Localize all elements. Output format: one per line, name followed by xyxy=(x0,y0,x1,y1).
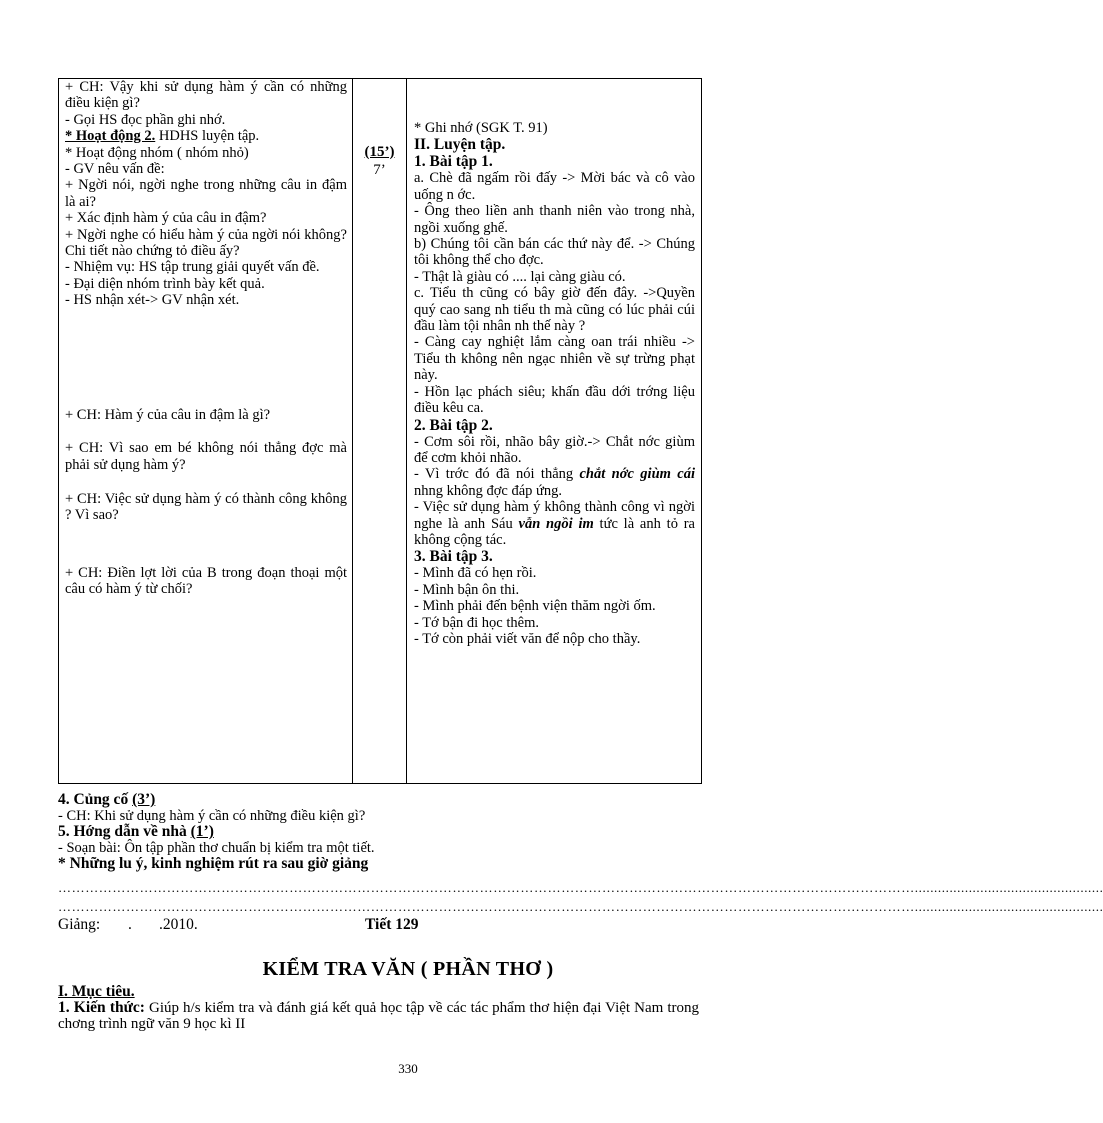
exercise-3-line: - Tớ còn phải viết văn để nộp cho thầy. xyxy=(414,630,641,647)
exercise-3-title: 3. Bài tập 3. xyxy=(414,548,493,566)
activity-2-text: HDHS luyện tập. xyxy=(155,128,260,145)
group-line: + Ngời nói, ngời nghe trong những câu in đậm là ai? xyxy=(65,177,347,210)
exercise-2-text: nhng không đợc đáp ứng. xyxy=(414,482,563,499)
question-success: + CH: Việc sử dụng hàm ý có thành công không ? Vì sao? xyxy=(65,490,347,524)
memory-note: * Ghi nhớ (SGK T. 91) xyxy=(414,120,548,136)
page-number: 330 xyxy=(398,1061,418,1076)
teaching-notes-heading: * Những lu ý, kinh nghiệm rút ra sau giờ giảng xyxy=(58,855,369,872)
exercise-1-line: - Thật là giàu có .... lại càng giàu có. xyxy=(414,268,626,285)
exercise-3-line: - Tớ bận đi học thêm. xyxy=(414,614,539,631)
group-line: * Hoạt động nhóm ( nhóm nhỏ) xyxy=(65,144,249,161)
emphasis-text: chắt nớc giùm cái xyxy=(579,466,695,483)
dotted-line: ………………………………………………………………………………………………………………………………………………………………………................................................. xyxy=(58,880,1103,895)
exercise-3-line: - Mình bận ôn thi. xyxy=(414,581,520,598)
exercise-1-line: - Hồn lạc phách siêu; khấn đầu dới trớng liệu điều kêu ca. xyxy=(414,383,695,417)
group-line: + Xác định hàm ý của câu in đậm? xyxy=(65,210,267,227)
group-line: - GV nêu vấn đề: xyxy=(65,161,165,178)
consolidation-text: - CH: Khi sử dụng hàm ý cần có những điều kiện gì? xyxy=(58,808,366,824)
question-conditions: + CH: Vậy khi sử dụng hàm ý cần có những điều kiện gì? xyxy=(65,79,347,112)
exercise-3-line: - Mình phải đến bệnh viện thăm ngời ốm. xyxy=(414,598,656,615)
exercise-2-line xyxy=(414,466,695,499)
knowledge-label: 1. Kiến thức: xyxy=(58,999,145,1016)
consolidation-section xyxy=(58,792,699,872)
activity-2-label: * Hoạt động 2. xyxy=(65,128,156,145)
exercise-2-text: - Việc sử dụng hàm ý không thành công vì ngời nghe là anh Sáu xyxy=(414,499,695,532)
exercise-2-line xyxy=(414,499,695,548)
time-total: (15’) xyxy=(364,144,395,160)
exercise-2-text: - Vì trớc đó đã nói thẳng xyxy=(414,466,580,483)
teacher-activity-column xyxy=(59,79,353,784)
dotted-line: ………………………………………………………………………………………………………………………………………………………………………................................................. xyxy=(58,899,1103,914)
question-fill-turn: + CH: Điền lợt lời của B trong đoạn thoại một câu có hàm ý từ chối? xyxy=(65,564,347,598)
homework-label: 5. Hớng dẫn về nhà xyxy=(58,823,191,840)
exercise-2-text: tức là anh tỏ ra không cộng tác. xyxy=(414,515,695,548)
exercise-1-line: - Ông theo liền anh thanh niên vào trong nhà, ngồi xuống ghế. xyxy=(414,203,695,236)
exercise-3-line: - Mình đã có hẹn rồi. xyxy=(414,565,537,582)
content-column xyxy=(407,79,702,784)
question-why-not-direct: + CH: Vì sao em bé không nói thẳng đợc mà phải sử dụng hàm ý? xyxy=(65,440,347,473)
lesson-date-row xyxy=(58,916,699,934)
consolidation-time: (3’) xyxy=(132,791,156,808)
group-line: + Ngời nghe có hiểu hàm ý của ngời nói không? Chi tiết nào chứng tỏ điều ấy? xyxy=(65,226,347,260)
exercise-1-title: 1. Bài tập 1. xyxy=(414,153,493,171)
exercise-1-line: - Càng cay nghiệt lắm càng oan trái nhiều -> Tiểu th không nên ngạc nhiên về sự trừng phạt này. xyxy=(414,334,695,384)
emphasis-text: vẫn ngồi im xyxy=(518,515,594,532)
exercise-2-title: 2. Bài tập 2. xyxy=(414,416,493,434)
objectives-section xyxy=(58,984,699,1032)
objectives-heading: I. Mục tiêu. xyxy=(58,983,135,1000)
lesson-number: Tiết 129 xyxy=(365,916,419,933)
knowledge-text: Giúp h/s kiểm tra và đánh giá kết quả học tập về các tác phẩm thơ hiện đại Việt Nam trong chơng trình ngữ văn 9 học kì II xyxy=(58,1000,699,1032)
activity-2 xyxy=(65,128,347,144)
exercise-1-line: a. Chè đã ngấm rồi đấy -> Mời bác và cô vào uống n ớc. xyxy=(414,170,695,203)
group-line: - HS nhận xét-> GV nhận xét. xyxy=(65,292,240,309)
consolidation-label: 4. Củng cố xyxy=(58,791,133,808)
time-column xyxy=(353,79,407,784)
time-part: 7’ xyxy=(373,162,386,178)
homework-time: (1’) xyxy=(190,823,214,840)
teaching-date: . .2010. xyxy=(127,916,198,933)
group-line: - Đại diện nhóm trình bày kết quả. xyxy=(65,275,265,292)
question-implicature: + CH: Hàm ý của câu in đậm là gì? xyxy=(65,406,271,423)
practice-heading: II. Luyện tập. xyxy=(414,136,506,154)
exercise-2-line: - Cơm sôi rồi, nhão bây giờ.-> Chắt nớc giùm để cơm khỏi nhão. xyxy=(414,433,695,466)
teaching-date-label: Giảng: xyxy=(58,916,101,933)
exam-title: KIỂM TRA VĂN ( PHẦN THƠ ) xyxy=(262,958,554,980)
exercise-1-line: b) Chúng tôi cần bán các thứ này để. -> Chúng tôi không thể cho đợc. xyxy=(414,236,695,269)
exercise-1-line: c. Tiểu th cũng có bây giờ đến đây. ->Quyền quý cao sang nh tiểu th mà cũng có lúc phải cúi đầu làm tội nhân nh thế này ? xyxy=(414,285,695,335)
read-note-instruction: - Gọi HS đọc phần ghi nhớ. xyxy=(65,111,226,128)
lesson-table xyxy=(58,78,702,784)
group-line: - Nhiệm vụ: HS tập trung giải quyết vấn đề. xyxy=(65,259,320,276)
knowledge-objective xyxy=(58,1000,699,1032)
homework-text: - Soạn bài: Ôn tập phần thơ chuẩn bị kiểm tra một tiết. xyxy=(58,840,375,856)
